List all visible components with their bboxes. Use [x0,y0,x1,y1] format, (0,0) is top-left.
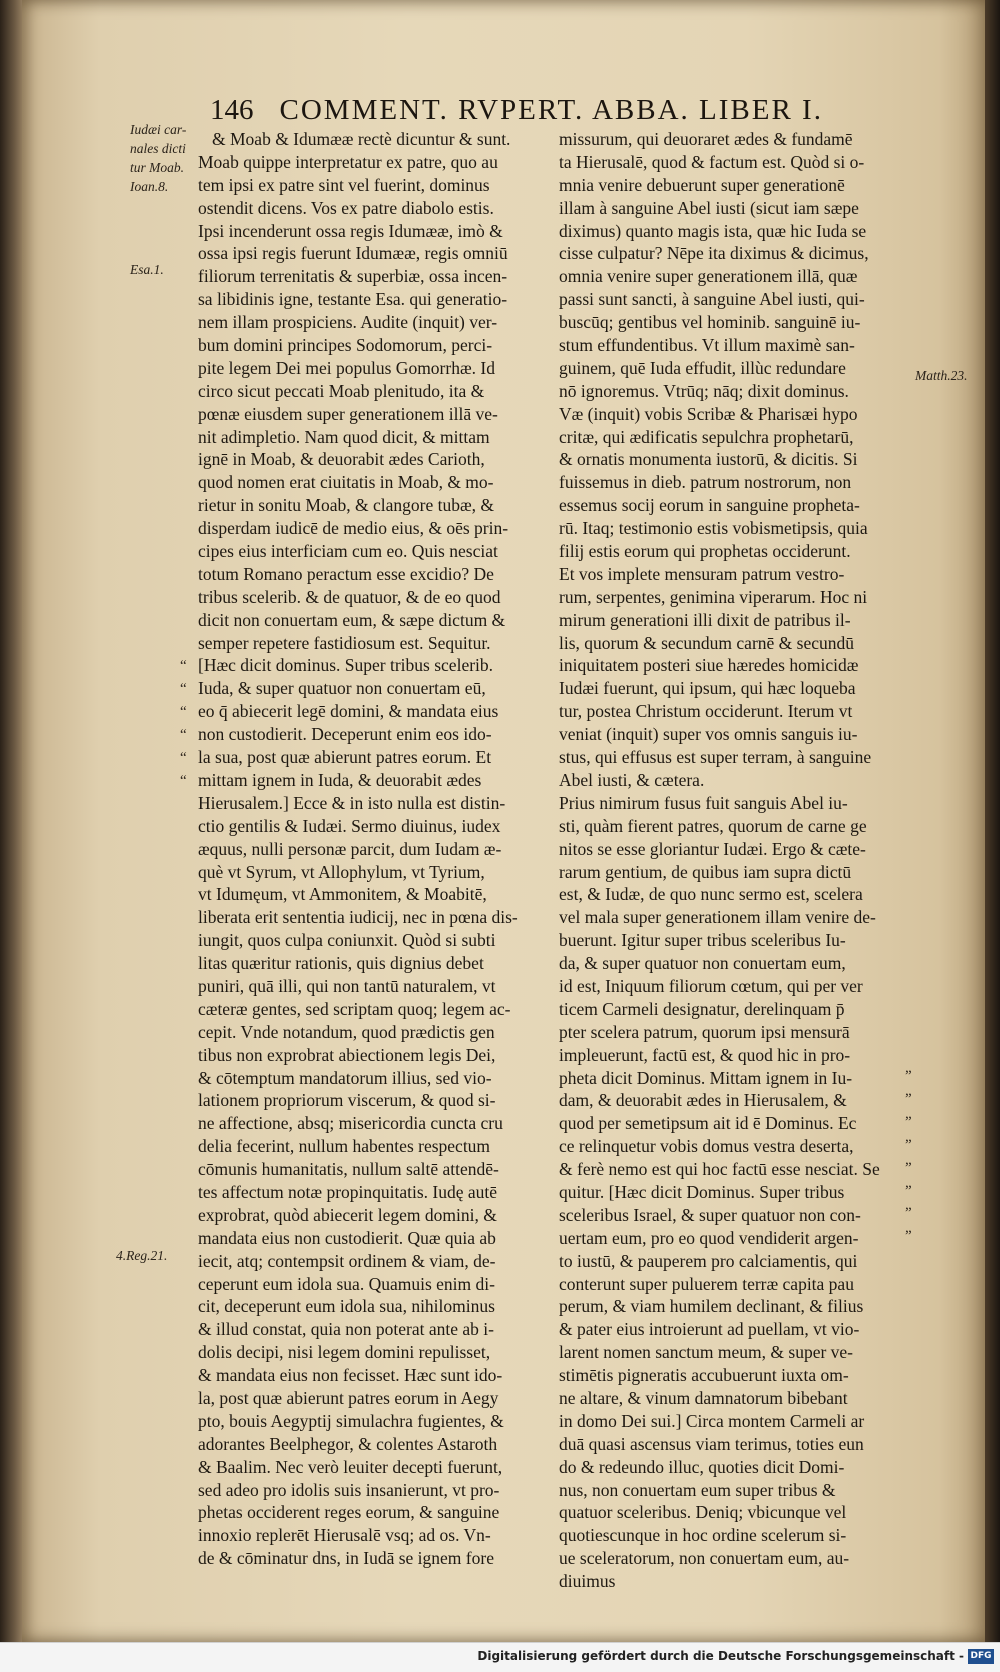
text-line: ne affectione, absq; misericordia cuncta cru [198,1113,503,1134]
text-line: Et vos implete mensuram patrum vestro- [559,563,845,584]
margin-note-reg: 4.Reg.21. [116,1248,168,1263]
text-line: larent nomen sanctum meum, & super ve- [559,1342,854,1363]
text-line: rarum gentium, de quibus iam supra dictū [559,861,852,882]
page-number: 146 [210,94,254,126]
text-line: mnia venire debuerunt super generationē [559,174,845,195]
text-line: Iuda, & super quatuor non conuertam eū, [198,678,486,699]
text-line: Iudæi fuerunt, qui ipsum, qui hæc loqueba [559,678,856,699]
text-line: diximus) quanto magis ista, quæ hic Iuda se [559,220,867,241]
page-gutter-shadow [985,0,1000,1642]
text-line: ta Hierusalē, quod & factum est. Quòd si o- [559,151,865,172]
text-line: circo sicut peccati Moab plenitudo, ita & [198,380,485,401]
text-line: vel mala super generationem illam venire de- [559,907,876,928]
text-line: tes affectum notæ propinquitatis. Iudę autē [198,1181,498,1202]
text-line: la, post quæ abierunt patres eorum in Aegy [198,1387,499,1408]
text-line: cit, deceperunt eum idola sua, nihilominus [198,1296,495,1317]
text-line: & cōtemptum mandatorum illius, sed vio- [198,1067,492,1088]
text-line: to iustū, & pauperem pro calciamentis, qui [559,1250,858,1271]
text-line: innoxio replerēt Hierusalē vsq; ad os. Vn- [198,1525,491,1546]
margin-note-iudaei: Iudæi car- nales dicti tur Moab. Ioan.8. [130,122,187,194]
text-line: quitur. [Hæc dicit Dominus. Super tribus [559,1181,845,1202]
text-line: ue sceleratorum, non conuertam eum, au- [559,1548,850,1569]
text-line: cepit. Vnde notandum, quod prædictis gen [198,1021,495,1042]
text-line: conterunt super puluerem terræ capita pau [559,1273,854,1294]
margin-note-esa: Esa.1. [130,262,164,277]
text-line: perum, & viam humilem declinant, & filius [559,1296,864,1317]
text-line: in domo Dei sui.] Circa montem Carmeli ar [559,1410,865,1431]
text-line: ceperunt eum idola sua. Quamuis enim di- [198,1273,495,1294]
text-line: de & cōminatur dns, in Iudā se ignem fore [198,1548,494,1569]
text-line: Væ (inquit) vobis Scribæ & Pharisæi hypo [559,403,858,424]
text-line: tribus scelerib. & de quatuor, & de eo quod [198,586,501,607]
text-line: sa libidinis igne, testante Esa. qui generatio- [198,289,508,310]
running-title: COMMENT. RVPERT. ABBA. LIBER I. [279,94,823,126]
text-line: stimētis pigneratis accubuerunt iuxta om- [559,1365,849,1386]
text-line: cæteræ gentes, sed scriptam quoq; legem ac- [198,998,511,1019]
text-line: æquus, nulli personæ parcit, dum Iudam æ- [198,838,502,859]
text-line: litas quæritur rationis, quis dignius debet [198,953,484,974]
text-line: quod per semetipsum ait id ē Dominus. Ec [559,1113,857,1134]
text-line: & Baalim. Nec verò leuiter decepti fuerunt, [198,1456,503,1477]
text-line: cōmunis humanitatis, nullum saltē attendē- [198,1159,499,1180]
text-line: & ornatis monumenta iustorū, & dicitis. Si [559,449,858,470]
text-line: rū. Itaq; testimonio estis vobismetipsis, quia [559,518,868,539]
text-line: critæ, qui ædificatis sepulchra prophetarū, [559,426,854,447]
text-line: & pater eius introierunt ad puellam, vt vio- [559,1319,860,1340]
text-line: ce relinquetur vobis domus vestra deserta, [559,1136,854,1157]
text-line: la sua, post quæ abierunt patres eorum. Et [198,747,492,768]
running-head [210,94,870,130]
text-line: dam, & deuorabit ædes in Hierusalem, & [559,1090,847,1111]
text-line: quod nomen erat ciuitatis in Moab, & mo- [198,472,494,493]
text-line: mandata eius non custodierit. Quæ quia ab [198,1227,496,1248]
text-line: sti, quàm fierent patres, quorum de carne ge [559,815,867,836]
text-line: & illud constat, quia non poterat ante ab i- [198,1319,494,1340]
text-line: quotiescunque in hoc ordine scelerum si- [559,1525,847,1546]
text-line: est, & Iudæ, de quo nunc sermo est, scelera [559,884,863,905]
text-line: pto, bouis Aegyptij simulachra fugientes, & [198,1410,504,1431]
text-line: eo q̄ abiecerit legē domini, & mandata eius [198,701,499,722]
text-line: filij estis eorum qui prophetas occiderunt. [559,541,851,562]
text-line: delia fecerint, nullum habentes respectum [198,1136,491,1157]
text-line: phetas occiderent reges eorum, & sanguine [198,1502,500,1523]
margin-note-matth: Matth.23. [915,368,968,383]
text-line: rum, serpentes, genimina viperarum. Hoc ni [559,586,868,607]
text-line: liberata erit sententia iudicij, nec in pœna dis- [198,907,518,928]
text-line: lationem propriorum viscerum, & quod si- [198,1090,496,1111]
text-line: pite legem Dei mei populus Gomorrhæ. Id [198,357,495,378]
text-line: ticem Carmeli designatur, derelinquam p̄ [559,998,845,1019]
text-line: iungit, quos culpa coniunxit. Quòd si subti [198,930,496,951]
text-line: ostendit dicens. Vos ex patre diabolo estis. [198,197,494,218]
text-line: omnia venire super generationem illā, quæ [559,266,858,287]
text-line: missurum, qui deuoraret ædes & fundamē [559,129,853,149]
text-line: cisse culpatur? Nēpe ita diximus & dicimus, [559,243,869,264]
text-line: sceleribus Israel, & super quatuor non con- [559,1204,861,1225]
text-line: essemus socij eorum in sanguine propheta- [559,495,860,516]
text-line: passi sunt sancti, à sanguine Abel iusti, qui- [559,289,865,310]
dfg-logo-icon: DFG [968,1649,994,1664]
text-line: fuissemus in dieb. patrum nostrorum, non [559,472,852,493]
text-line: mittam ignem in Iuda, & deuorabit ædes [198,769,482,790]
text-line: uertam eum, pro eo quod vendiderit argen- [559,1227,859,1248]
text-line: da, & super quatuor non conuertam eum, [559,953,846,974]
text-line: lis, quorum & secundum carnē & secundū [559,632,855,653]
text-line: nitos se esse gloriantur Iudæi. Ergo & cæte- [559,838,866,859]
text-line: illam à sanguine Abel iusti (sicut iam sæpe [559,197,859,218]
text-line: Abel iusti, & cætera. [559,769,705,790]
text-line: disperdam iudicē de medio eius, & oēs prin- [198,518,509,539]
text-line: ignē in Moab, & deuorabit ædes Carioth, [198,449,485,470]
text-line: dolis decipi, nisi legem domini repulisset, [198,1342,491,1363]
text-line: diuimus [559,1571,616,1592]
text-line: nō ignoremus. Vtrūq; nāq; dixit dominus. [559,380,849,401]
text-line: stus, qui effusus est super terram, à sanguine [559,747,872,768]
text-line: duā quasi ascensus viam terimus, toties eun [559,1433,864,1454]
text-line: totum Romano peractum esse excidio? De [198,563,494,584]
text-line: exprobrat, quòd abiecerit legem domini, & [198,1204,497,1225]
text-line: Ipsi incenderunt ossa regis Idumææ, imò & [198,220,503,241]
text-line: & Moab & Idumææ rectè dicuntur & sunt. [212,129,511,149]
text-line: tibus non exprobrat abiectionem legis Dei, [198,1044,496,1065]
text-line: cipes eius interficiam cum eo. Quis nesciat [198,541,498,562]
text-line: quatuor sceleribus. Deniq; vbicunque vel [559,1502,847,1523]
text-line: tem ipsi ex patre sint vel fuerint, dominus [198,174,490,195]
text-line: stum effundentibus. Vt illum maximè san- [559,335,855,356]
left-text-column [198,128,546,1570]
text-line: pœnæ eiusdem super generationem illā ve- [198,403,498,424]
text-line: iecit, atq; contempsit ordinem & viam, de- [198,1250,496,1271]
text-line: ctio gentilis & Iudæi. Sermo diuinus, iudex [198,815,501,836]
text-line: dicit non conuertam eum, & sæpe dictum & [198,609,506,630]
text-line: buerunt. Igitur super tribus sceleribus Iu- [559,930,846,951]
text-line: impleuerunt, factū est, & quod hic in pro- [559,1044,851,1065]
text-line: mirum generationi illi dixit de patribus il- [559,609,851,630]
text-line: què vt Syrum, vt Allophylum, vt Tyrium, [198,861,485,882]
quote-marks-right: ” ” ” ” ” ” ” ” [905,1068,912,1245]
text-line: & mandata eius non fecisset. Hæc sunt ido- [198,1365,503,1386]
text-line: nit adimpletio. Nam quod dicit, & mittam [198,426,490,447]
text-line: buscūq; gentibus vel hominib. sanguinē iu- [559,312,861,333]
text-line: puniri, quā illi, qui non tantū naturalem, vt [198,975,496,996]
text-line: do & redeundo illuc, quoties dicit Domi- [559,1456,845,1477]
text-line: pter scelera patrum, quorum ipsi mensurā [559,1021,850,1042]
text-line: Moab quippe interpretatur ex patre, quo au [198,151,498,172]
text-line: adorantes Beelphegor, & colentes Astaroth [198,1433,498,1454]
text-line: Prius nimirum fusus fuit sanguis Abel iu- [559,792,848,813]
text-line: non custodierit. Deceperunt enim eos ido- [198,724,492,745]
digitization-footer [0,1642,1000,1672]
right-text-column [559,128,909,1593]
text-line: veniat (inquit) super vos omnis sanguis iu- [559,724,858,745]
text-line: ne altare, & vinum damnatorum bibebant [559,1387,848,1408]
text-line: rietur in sonitu Moab, & clangore tubæ, & [198,495,494,516]
text-line: semper repetere fastidiosum est. Sequitur. [198,632,491,653]
text-line: bum domini principes Sodomorum, perci- [198,335,493,356]
footer-credit: Digitalisierung gefördert durch die Deutsche Forschungsgemeinschaft - [477,1649,964,1663]
text-line: tur, postea Christum occiderunt. Iterum vt [559,701,853,722]
text-line: vt Idumęum, vt Ammonitem, & Moabitē, [198,884,487,905]
text-line: [Hæc dicit dominus. Super tribus scelerib. [198,655,494,676]
text-line: sed adeo pro idolis suis insanierunt, vt pro- [198,1479,500,1500]
text-line: & ferè nemo est qui hoc factū esse nesciat. Se [559,1159,880,1180]
text-line: Hierusalem.] Ecce & in isto nulla est distin- [198,792,506,813]
text-line: filiorum terrenitatis & superbiæ, ossa incen- [198,266,508,287]
text-line: nus, non conuertam eum super tribus & [559,1479,836,1500]
quote-marks-left: “ “ “ “ “ “ [180,658,187,789]
text-line: ossa ipsi regis fuerunt Idumææ, regis omniū [198,243,508,264]
text-line: guinem, quē Iuda effudit, illùc redundare [559,357,846,378]
text-line: nem illam prospiciens. Audite (inquit) ver- [198,312,498,333]
text-line: id est, Iniquum filiorum cœtum, qui per ver [559,975,863,996]
text-line: iniquitatem posteri siue hæredes homicidæ [559,655,859,676]
text-line: pheta dicit Dominus. Mittam ignem in Iu- [559,1067,853,1088]
